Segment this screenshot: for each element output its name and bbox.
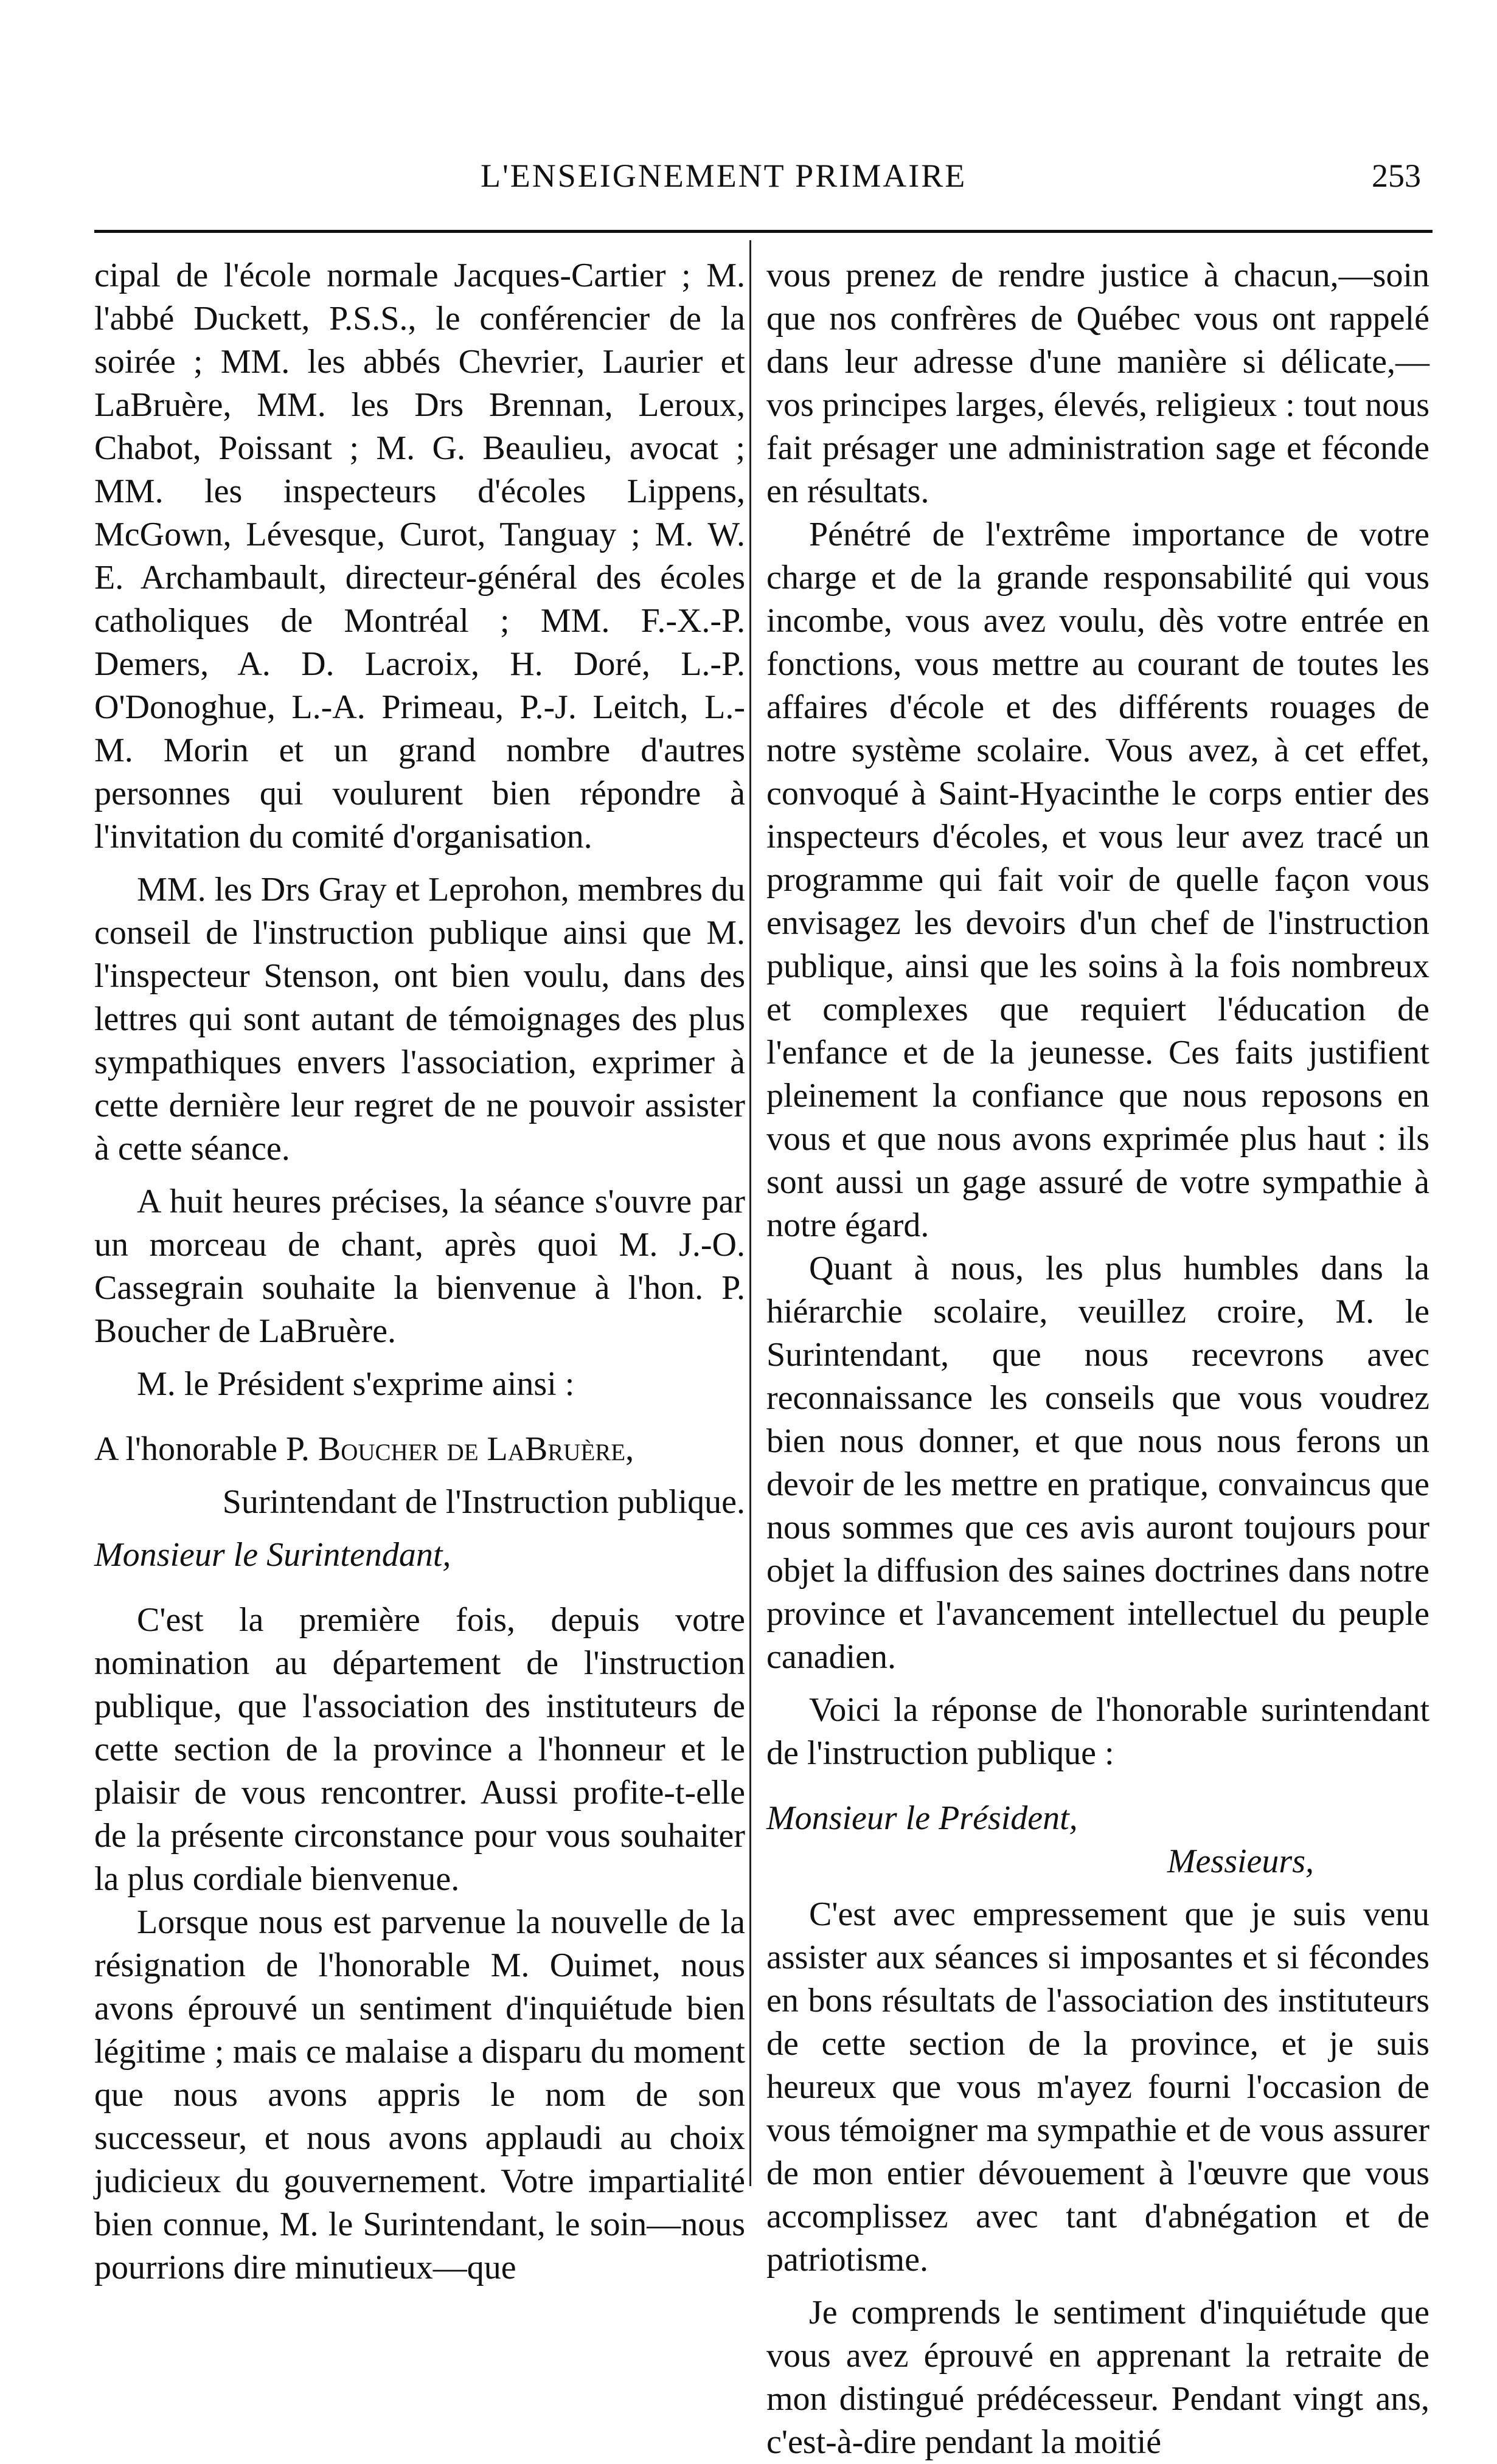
salutation-messieurs: Messieurs,: [1167, 1843, 1314, 1880]
address-prefix: A l'honorable P.: [94, 1430, 318, 1468]
paragraph-response-intro: Voici la réponse de l'honorable surintendant de l'instruction publique :: [766, 1691, 1429, 1772]
column-divider: [749, 240, 751, 2186]
paragraph-empressement: C'est avec empressement que je suis venu assister aux séances si imposantes et si fécondes en bons résultats de l'association des instituteurs de cette section de la province, et je suis heureux que vous m'ayez fourni l'occasion de vous témoigner ma sympathie et de vous assurer de mon entier dévouement à l'œuvre que vous accomplissez avec tant d'abnégation et de patriotisme.: [766, 1895, 1429, 2279]
address-title: Surintendant de l'Instruction publique.: [222, 1483, 745, 1521]
paragraph-justice: vous prenez de rendre justice à chacun,—soin que nos confrères de Québec vous ont rappelé dans leur adresse d'une manière si délicate,—vos principes larges, élevés, religieux : tout nous fait présager une administration sage et féconde en résultats.: [766, 257, 1429, 510]
left-column: [94, 254, 745, 2289]
running-header-title: L'ENSEIGNEMENT PRIMAIRE: [481, 157, 967, 194]
paragraph-regrets: MM. les Drs Gray et Leprohon, membres du conseil de l'instruction publique ainsi que M. l'inspecteur Stenson, ont bien voulu, dans des lettres qui sont autant de témoignages des plus sympathiques envers l'association, exprimer à cette dernière leur regret de ne pouvoir assister à cette séance.: [94, 871, 746, 1168]
address-name: Boucher de LaBruère,: [318, 1430, 634, 1468]
address-line: [94, 1428, 745, 1471]
paragraph-humble: Quant à nous, les plus humbles dans la hiérarchie scolaire, veuillez croire, M. le Surintendant, que nous recevrons avec reconnaissance les conseils que vous voudrez bien nous donner, et que nous nous ferons un devoir de les mettre en pratique, convaincus que nous sommes que ces avis auront toujours pour objet la diffusion des saines doctrines dans notre province et l'avancement intellectuel du peuple canadien.: [766, 1250, 1429, 1676]
paragraph-resignation: Lorsque nous est parvenue la nouvelle de la résignation de l'honorable M. Ouimet, nous avons éprouvé un sentiment d'inquiétude bien légitime ; mais ce malaise a disparu du moment que nous avons appris le nom de son successeur, et nous avons applaudi au choix judicieux du gouvernement. Votre impartialité bien connue, M. le Surintendant, le soin—nous pourrions dire minutieux—que: [94, 1903, 745, 2286]
paragraph-welcome: C'est la première fois, depuis votre nomination au département de l'instruction publique, que l'association des instituteurs de cette section de la province a l'honneur et le plaisir de vous rencontrer. Aussi profite-t-elle de la présente circonstance pour vous souhaiter la plus cordiale bienvenue.: [94, 1601, 745, 1898]
paragraph-inquietude: Je comprends le sentiment d'inquiétude que vous avez éprouvé en apprenant la retraite de mon distingué prédécesseur. Pendant vingt ans, c'est-à-dire pendant la moitié: [766, 2294, 1429, 2461]
paragraph-president-intro: M. le Président s'exprime ainsi :: [137, 1365, 575, 1403]
salutation-president: Monsieur le Président,: [766, 1799, 1078, 1837]
page-number: 253: [1372, 157, 1421, 194]
right-column: [766, 254, 1429, 2464]
header-rule: [94, 230, 1433, 233]
paragraph-opening: A huit heures précises, la séance s'ouvre par un morceau de chant, après quoi M. J.-O. Cassegrain souhaite la bienvenue à l'hon. P. Boucher de LaBruère.: [94, 1183, 745, 1350]
paragraph-responsibility: Pénétré de l'extrême importance de votre charge et de la grande responsabilité qui vous incombe, vous avez voulu, dès votre entrée en fonctions, vous mettre au courant de toutes les affaires d'école et des différents rouages de notre système scolaire. Vous avez, à cet effet, convoqué à Saint-Hyacinthe le corps entier des inspecteurs d'écoles, et vous leur avez tracé un programme qui fait voir de quelle façon vous envisagez les devoirs d'un chef de l'instruction publique, ainsi que les soins à la fois nombreux et complexes que requiert l'éducation de l'enfance et de la jeunesse. Ces faits justifient pleinement la confiance que nous reposons en vous et que nous avons exprimée plus haut : ils sont aussi un gage assuré de votre sympathie à notre égard.: [766, 516, 1429, 1244]
paragraph-attendees: cipal de l'école normale Jacques-Cartier ; M. l'abbé Duckett, P.S.S., le conférencier de la soirée ; MM. les abbés Chevrier, Laurier et LaBruère, MM. les Drs Brennan, Leroux, Chabot, Poissant ; M. G. Beaulieu, avocat ; MM. les inspecteurs d'écoles Lippens, McGown, Lévesque, Curot, Tanguay ; M. W. E. Archambault, directeur-général des écoles catholiques de Montréal ; MM. F.-X.-P. Demers, A. D. Lacroix, H. Doré, L.-P. O'Donoghue, L.-A. Primeau, P.-J. Leitch, L.-M. Morin et un grand nombre d'autres personnes qui voulurent bien répondre à l'invitation du comité d'organisation.: [94, 257, 745, 856]
salutation-surintendant: Monsieur le Surintendant,: [94, 1536, 451, 1574]
